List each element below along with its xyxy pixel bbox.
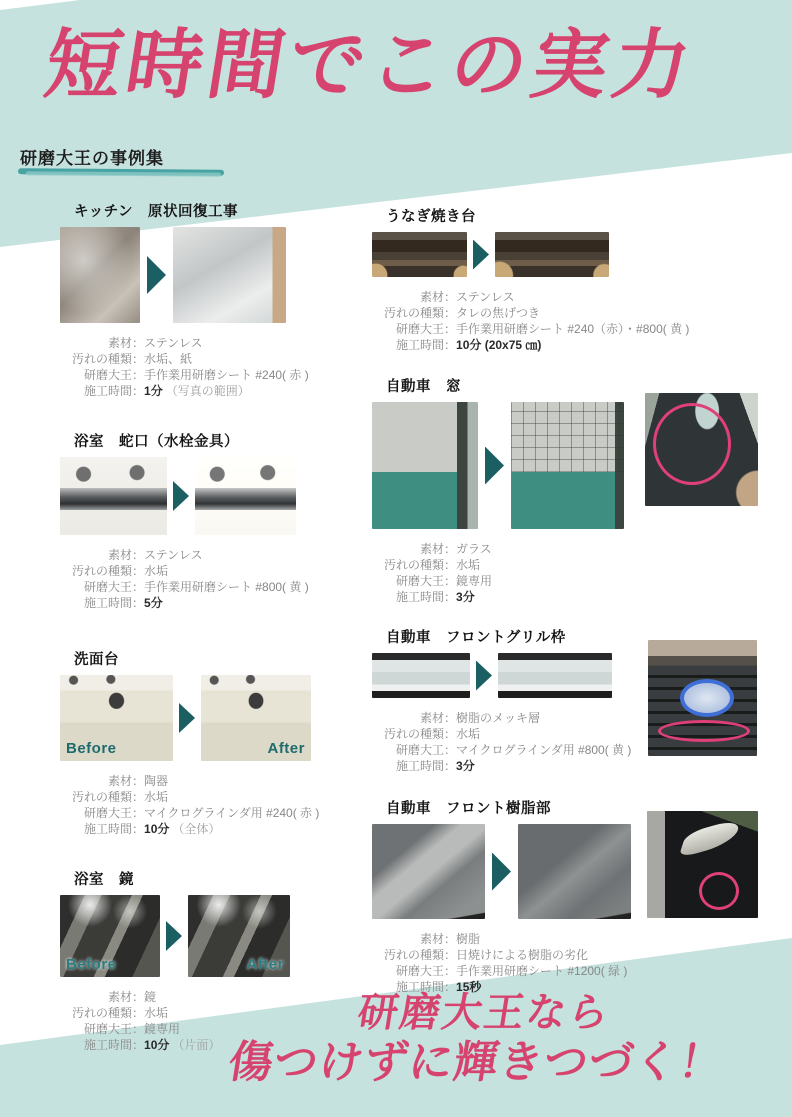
before-after-shots: [372, 232, 652, 277]
material-value: 鏡: [144, 990, 157, 1004]
case-kitchen: [60, 200, 330, 399]
time-value: 1分: [144, 384, 163, 398]
product-label: 研磨大王: [395, 322, 444, 336]
product-label: 研磨大王: [395, 574, 444, 588]
before-after-shots: [372, 402, 652, 529]
colon: ：: [132, 806, 145, 820]
before-after-shots: [372, 653, 652, 698]
product-value: 鏡専用: [144, 1022, 181, 1036]
time-label: 施工時間: [395, 980, 444, 994]
time-row: [60, 821, 330, 837]
product-row: [60, 579, 330, 595]
dirt-value: 水垢: [144, 564, 169, 578]
dirt-label: 汚れの種類: [383, 558, 444, 572]
product-value: 手作業用研磨シート #240( 赤 ): [144, 368, 309, 382]
time-label: 施工時間: [83, 822, 132, 836]
case-car-window: [372, 375, 652, 605]
case-details: [60, 773, 330, 837]
highlight-circle: [653, 403, 731, 485]
bottom-slogan: [172, 990, 788, 1089]
colon: ：: [444, 558, 457, 572]
colon: ：: [132, 1038, 145, 1052]
before-photo: [372, 653, 470, 698]
colon: ：: [132, 352, 145, 366]
dirt-value: 水垢: [144, 1006, 169, 1020]
product-label: 研磨大王: [395, 964, 444, 978]
material-label: 素材: [419, 542, 444, 556]
dirt-value: 水垢: [456, 558, 481, 572]
time-value: 10分 (20x75 ㎝): [456, 338, 542, 352]
colon: ：: [444, 980, 457, 994]
product-value: 手作業用研磨シート #1200( 緑 ): [456, 964, 628, 978]
colon: ：: [444, 759, 457, 773]
arrow-right-icon: [473, 240, 489, 270]
colon: ：: [132, 1006, 145, 1020]
case-title: キッチン 原状回復工事: [74, 204, 238, 220]
product-row: [60, 367, 330, 383]
context-photo-toyota-grill: [648, 640, 757, 756]
colon: ：: [444, 948, 457, 962]
case-details: [60, 547, 330, 611]
dirt-row: [372, 305, 652, 321]
time-note: （写真の範囲）: [165, 384, 250, 398]
arrow-right-icon: [476, 661, 492, 691]
colon: ：: [132, 596, 145, 610]
material-value: ステンレス: [144, 548, 203, 562]
case-title: 自動車 窓: [386, 379, 461, 395]
case-title: 洗面台: [74, 652, 119, 668]
colon: ：: [444, 338, 457, 352]
time-label: 施工時間: [83, 384, 132, 398]
case-details: [372, 710, 652, 774]
time-note: （片面）: [172, 1038, 221, 1052]
dirt-label: 汚れの種類: [383, 306, 444, 320]
dirt-row: [372, 726, 652, 742]
case-title: 自動車 フロントグリル枠: [386, 630, 566, 646]
case-details: [372, 541, 652, 605]
time-label: 施工時間: [395, 759, 444, 773]
before-photo: [60, 895, 160, 977]
case-eel-grill: [372, 205, 690, 353]
case-washbasin: [60, 648, 330, 837]
colon: ：: [132, 1022, 145, 1036]
material-row: [372, 710, 652, 726]
arrow-right-icon: [147, 256, 166, 294]
dirt-value: タレの焦げつき: [456, 306, 541, 320]
colon: ：: [444, 590, 457, 604]
time-row: [60, 383, 330, 399]
headlight-shape: [678, 817, 742, 858]
product-row: [372, 321, 690, 337]
arrow-right-icon: [492, 853, 511, 891]
dirt-label: 汚れの種類: [71, 1006, 132, 1020]
dirt-row: [372, 947, 652, 963]
subtitle: 研磨大王の事例集: [20, 149, 164, 168]
material-value: ステンレス: [144, 336, 203, 350]
colon: ：: [444, 743, 457, 757]
product-label: 研磨大工: [395, 743, 444, 757]
time-label: 施工時間: [395, 338, 444, 352]
time-note: （全体）: [172, 822, 221, 836]
material-value: 陶器: [144, 774, 169, 788]
material-value: 樹脂のメッキ層: [456, 711, 541, 725]
colon: ：: [132, 384, 145, 398]
time-row: [372, 337, 652, 353]
time-row: [372, 758, 652, 774]
time-row: [372, 589, 652, 605]
time-value: 15秒: [456, 980, 482, 994]
dirt-value: 水垢: [144, 790, 169, 804]
dirt-row: [60, 563, 330, 579]
before-after-shots: [60, 457, 330, 535]
before-photo: [372, 402, 478, 529]
product-label: 研磨大王: [83, 806, 132, 820]
arrow-right-icon: [179, 703, 195, 733]
after-photo: [201, 675, 311, 761]
case-details: [372, 289, 690, 353]
slogan-line2: 傷つけずに輝きつづく！: [224, 1038, 728, 1088]
colon: ：: [132, 990, 145, 1004]
before-after-shots: [60, 227, 330, 323]
dirt-value: 日焼けによる樹脂の劣化: [456, 948, 589, 962]
after-label: After: [267, 740, 305, 757]
before-photo: [60, 675, 173, 761]
product-label: 研磨大王: [83, 580, 132, 594]
case-title: 浴室 蛇口（水栓金具）: [74, 434, 239, 450]
colon: ：: [444, 932, 457, 946]
highlight-ellipse: [658, 720, 750, 742]
after-photo: [511, 402, 624, 529]
colon: ：: [132, 564, 145, 578]
dirt-label: 汚れの種類: [71, 564, 132, 578]
colon: ：: [444, 964, 457, 978]
colon: ：: [132, 790, 145, 804]
material-row: [372, 541, 652, 557]
colon: ：: [444, 727, 457, 741]
dirt-label: 汚れの種類: [71, 790, 132, 804]
material-label: 素材: [419, 932, 444, 946]
before-photo: [60, 457, 167, 535]
time-value: 10分: [144, 1038, 170, 1052]
product-row: [60, 805, 330, 821]
before-photo: [372, 232, 467, 277]
material-label: 素材: [419, 290, 444, 304]
colon: ：: [444, 290, 457, 304]
material-label: 素材: [107, 774, 132, 788]
colon: ：: [444, 711, 457, 725]
time-value: 3分: [456, 590, 475, 604]
colon: ：: [132, 774, 145, 788]
before-label: Before: [66, 956, 117, 973]
context-photo-car-side: [645, 393, 758, 506]
product-label: 研磨大王: [83, 1022, 132, 1036]
case-details: [372, 931, 652, 995]
dirt-label: 汚れの種類: [71, 352, 132, 366]
dirt-row: [60, 351, 330, 367]
before-after-shots: [60, 675, 330, 761]
case-details: [60, 335, 330, 399]
colon: ：: [444, 306, 457, 320]
case-bath-faucet: [60, 430, 330, 611]
colon: ：: [132, 368, 145, 382]
dirt-label: 汚れの種類: [383, 727, 444, 741]
case-front-resin: [372, 797, 652, 995]
material-row: [372, 931, 652, 947]
dirt-value: 水垢、紙: [144, 352, 193, 366]
before-after-shots: [372, 824, 652, 919]
time-value: 3分: [456, 759, 475, 773]
material-row: [372, 289, 652, 305]
colon: ：: [444, 574, 457, 588]
dirt-value: 水垢: [456, 727, 481, 741]
material-value: 樹脂: [456, 932, 481, 946]
case-title: 自動車 フロント樹脂部: [386, 801, 551, 817]
product-row: [372, 573, 652, 589]
arrow-right-icon: [166, 921, 182, 951]
case-front-grill-frame: [372, 626, 652, 774]
slogan-line1: 研磨大王なら: [354, 991, 614, 1035]
before-after-shots: [60, 895, 330, 977]
material-label: 素材: [419, 711, 444, 725]
before-photo: [60, 227, 140, 323]
dirt-row: [60, 789, 330, 805]
product-row: [372, 742, 652, 758]
time-label: 施工時間: [83, 596, 132, 610]
after-photo: [518, 824, 631, 919]
material-row: [60, 335, 330, 351]
case-title: うなぎ焼き台: [386, 209, 476, 225]
product-value: マイクログラインダ用 #240( 赤 ): [144, 806, 320, 820]
material-row: [60, 773, 330, 789]
material-row: [60, 547, 330, 563]
colon: ：: [132, 822, 145, 836]
after-photo: [173, 227, 286, 323]
before-photo: [372, 824, 485, 919]
colon: ：: [444, 322, 457, 336]
context-photo-car-front: [647, 811, 758, 918]
material-label: 素材: [107, 548, 132, 562]
colon: ：: [444, 542, 457, 556]
highlight-circle: [699, 872, 739, 910]
product-label: 研磨大王: [83, 368, 132, 382]
case-title: 浴室 鏡: [74, 872, 134, 888]
colon: ：: [132, 548, 145, 562]
time-label: 施工時間: [83, 1038, 132, 1052]
time-value: 10分: [144, 822, 170, 836]
time-row: [60, 595, 330, 611]
product-row: [372, 963, 652, 979]
product-value: マイクログラインダ用 #800( 黄 ): [456, 743, 632, 757]
time-value: 5分: [144, 596, 163, 610]
material-label: 素材: [107, 336, 132, 350]
after-photo: [498, 653, 612, 698]
product-value: 手作業用研磨シート #800( 黄 ): [144, 580, 309, 594]
before-label: Before: [66, 740, 117, 757]
main-headline: 短時間でこの実力: [39, 23, 701, 108]
after-photo: [195, 457, 296, 535]
after-photo: [188, 895, 290, 977]
material-value: ガラス: [456, 542, 492, 556]
dirt-row: [372, 557, 652, 573]
after-label: After: [246, 956, 284, 973]
car-emblem: [680, 679, 734, 717]
colon: ：: [132, 580, 145, 594]
arrow-right-icon: [173, 481, 189, 511]
material-value: ステンレス: [456, 290, 515, 304]
brush-underline: [18, 168, 224, 175]
product-value: 手作業用研磨シート #240（赤）・#800( 黄 ): [456, 322, 690, 336]
time-label: 施工時間: [395, 590, 444, 604]
arrow-right-icon: [485, 447, 504, 485]
product-value: 鏡専用: [456, 574, 493, 588]
material-label: 素材: [107, 990, 132, 1004]
colon: ：: [132, 336, 145, 350]
after-photo: [495, 232, 609, 277]
dirt-label: 汚れの種類: [383, 948, 444, 962]
